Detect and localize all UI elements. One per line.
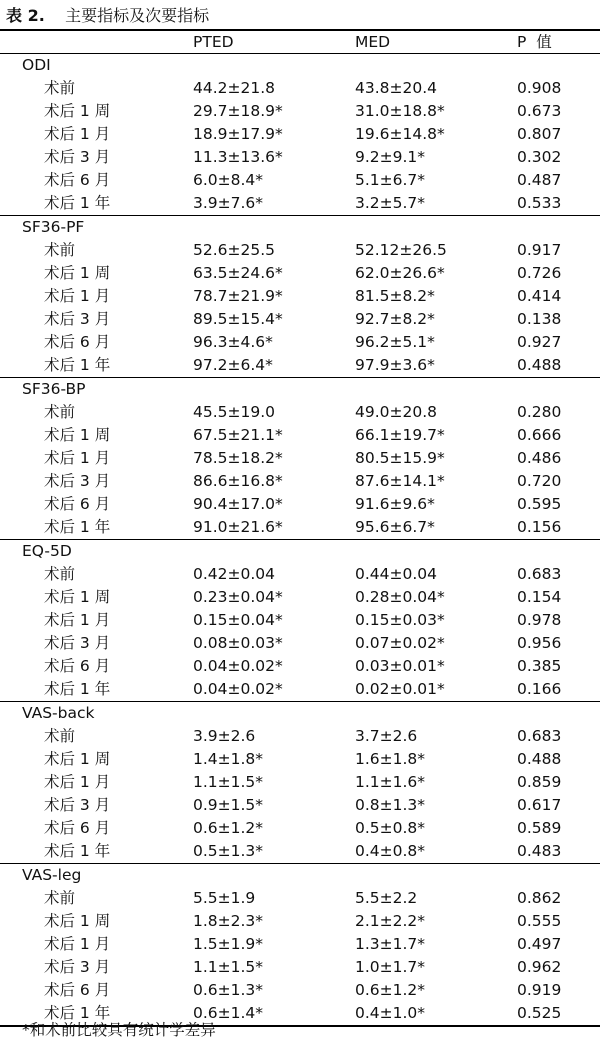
med-cell: 0.4±0.8* [355,842,426,860]
pted-cell: 1.8±2.3* [193,912,264,930]
med-cell: 9.2±9.1* [355,148,426,166]
table-row [0,817,600,840]
med-cell: 66.1±19.7* [355,426,445,444]
table-row [0,933,600,956]
table-row [0,192,600,215]
med-cell: 31.0±18.8* [355,102,445,120]
timepoint-cell: 术后 1 年 [44,194,111,212]
pted-cell: 18.9±17.9* [193,125,283,143]
table-body [0,54,600,1027]
section-header-row [0,864,600,887]
timepoint-cell: 术后 1 周 [44,912,111,930]
section-header-row [0,54,600,77]
table-row [0,100,600,123]
med-cell: 95.6±6.7* [355,518,435,536]
timepoint-cell: 术后 1 月 [44,773,111,791]
p-value-cell: 0.908 [517,79,562,97]
med-cell: 3.2±5.7* [355,194,426,212]
header-row [0,31,600,53]
table-row [0,979,600,1002]
med-cell: 87.6±14.1* [355,472,445,490]
p-value-cell: 0.617 [517,796,562,814]
table-row [0,956,600,979]
med-cell: 91.6±9.6* [355,495,435,513]
p-value-cell: 0.154 [517,588,562,606]
table-section [0,702,600,863]
pted-cell: 6.0±8.4* [193,171,264,189]
p-value-cell: 0.486 [517,449,562,467]
pted-cell: 78.5±18.2* [193,449,283,467]
timepoint-cell: 术后 3 月 [44,958,111,976]
table-row [0,401,600,424]
pted-cell: 91.0±21.6* [193,518,283,536]
p-value-cell: 0.555 [517,912,562,930]
med-cell: 92.7±8.2* [355,310,435,328]
table-section [0,54,600,215]
med-cell: 80.5±15.9* [355,449,445,467]
timepoint-cell: 术后 1 年 [44,1004,111,1022]
p-value-cell: 0.862 [517,889,562,907]
table-row [0,840,600,863]
pted-cell: 0.9±1.5* [193,796,264,814]
med-cell: 5.1±6.7* [355,171,426,189]
pted-cell: 5.5±1.9 [193,889,256,907]
timepoint-cell: 术后 1 周 [44,426,111,444]
med-cell: 19.6±14.8* [355,125,445,143]
table-row [0,748,600,771]
timepoint-cell: 术后 1 月 [44,935,111,953]
timepoint-cell: 术后 1 月 [44,287,111,305]
pted-cell: 0.42±0.04 [193,565,276,583]
p-value-cell: 0.138 [517,310,562,328]
timepoint-cell: 术后 1 月 [44,611,111,629]
table-row [0,678,600,701]
section-name: EQ-5D [22,542,72,560]
pted-cell: 52.6±25.5 [193,241,276,259]
pted-cell: 0.15±0.04* [193,611,283,629]
p-value-cell: 0.488 [517,356,562,374]
med-cell: 52.12±26.5 [355,241,447,259]
timepoint-cell: 术后 1 年 [44,842,111,860]
p-value-cell: 0.280 [517,403,562,421]
p-value-cell: 0.483 [517,842,562,860]
med-cell: 0.07±0.02* [355,634,445,652]
pted-cell: 78.7±21.9* [193,287,283,305]
table-row [0,331,600,354]
pted-cell: 0.6±1.2* [193,819,264,837]
table-row [0,470,600,493]
timepoint-cell: 术前 [44,241,76,259]
pted-cell: 1.1±1.5* [193,958,264,976]
results-table [0,29,600,1027]
med-cell: 0.5±0.8* [355,819,426,837]
p-value-cell: 0.156 [517,518,562,536]
table-row [0,493,600,516]
table-row [0,146,600,169]
pted-cell: 86.6±16.8* [193,472,283,490]
p-value-cell: 0.807 [517,125,562,143]
section-name: VAS-leg [22,866,82,884]
pted-cell: 90.4±17.0* [193,495,283,513]
section-name: SF36-PF [22,218,85,236]
med-cell: 1.6±1.8* [355,750,426,768]
timepoint-cell: 术后 1 年 [44,518,111,536]
table-row [0,632,600,655]
table-row [0,77,600,100]
table-section [0,864,600,1025]
pted-cell: 0.04±0.02* [193,657,283,675]
table-row [0,169,600,192]
p-value-cell: 0.978 [517,611,562,629]
timepoint-cell: 术后 1 月 [44,125,111,143]
pted-cell: 0.04±0.02* [193,680,283,698]
timepoint-cell: 术后 3 月 [44,148,111,166]
timepoint-cell: 术后 3 月 [44,310,111,328]
med-cell: 0.4±1.0* [355,1004,426,1022]
table-row [0,447,600,470]
table-row [0,354,600,377]
p-value-cell: 0.385 [517,657,562,675]
table-row [0,424,600,447]
p-value-cell: 0.683 [517,565,562,583]
med-cell: 3.7±2.6 [355,727,418,745]
table-row [0,910,600,933]
pted-cell: 1.5±1.9* [193,935,264,953]
pted-cell: 67.5±21.1* [193,426,283,444]
med-cell: 0.28±0.04* [355,588,445,606]
timepoint-cell: 术后 1 年 [44,680,111,698]
pted-cell: 0.6±1.4* [193,1004,264,1022]
section-name: SF36-BP [22,380,86,398]
section-header-row [0,540,600,563]
timepoint-cell: 术后 3 月 [44,634,111,652]
table-row [0,887,600,910]
table-caption [6,4,209,28]
med-cell: 0.44±0.04 [355,565,438,583]
timepoint-cell: 术后 1 年 [44,356,111,374]
section-header-row [0,702,600,725]
table-footnote: *和术前比较具有统计学差异 [22,1021,216,1039]
pted-cell: 97.2±6.4* [193,356,273,374]
pted-cell: 45.5±19.0 [193,403,276,421]
pted-cell: 0.08±0.03* [193,634,283,652]
table-row [0,794,600,817]
table-row [0,239,600,262]
p-value-cell: 0.962 [517,958,562,976]
med-cell: 62.0±26.6* [355,264,445,282]
med-cell: 97.9±3.6* [355,356,435,374]
timepoint-cell: 术后 6 月 [44,819,111,837]
pted-cell: 96.3±4.6* [193,333,273,351]
med-cell: 96.2±5.1* [355,333,435,351]
pted-cell: 0.5±1.3* [193,842,264,860]
med-cell: 0.15±0.03* [355,611,445,629]
p-value-cell: 0.166 [517,680,562,698]
p-value-cell: 0.917 [517,241,562,259]
pted-cell: 44.2±21.8 [193,79,276,97]
med-cell: 1.0±1.7* [355,958,426,976]
pted-cell: 89.5±15.4* [193,310,283,328]
timepoint-cell: 术后 1 周 [44,750,111,768]
timepoint-cell: 术前 [44,79,76,97]
pted-cell: 0.23±0.04* [193,588,283,606]
pted-cell: 1.1±1.5* [193,773,264,791]
med-cell: 81.5±8.2* [355,287,435,305]
pted-cell: 3.9±2.6 [193,727,256,745]
p-value-cell: 0.533 [517,194,562,212]
timepoint-cell: 术后 6 月 [44,657,111,675]
p-value-cell: 0.720 [517,472,562,490]
p-value-cell: 0.595 [517,495,562,513]
table-section [0,216,600,377]
timepoint-cell: 术后 6 月 [44,495,111,513]
p-value-cell: 0.589 [517,819,562,837]
column-header-p: P 值 [517,33,552,51]
pted-cell: 3.9±7.6* [193,194,264,212]
med-cell: 43.8±20.4 [355,79,438,97]
p-value-cell: 0.956 [517,634,562,652]
table-row [0,655,600,678]
table-row [0,725,600,748]
table-row [0,285,600,308]
timepoint-cell: 术后 6 月 [44,171,111,189]
timepoint-cell: 术前 [44,889,76,907]
p-value-cell: 0.673 [517,102,562,120]
pted-cell: 29.7±18.9* [193,102,283,120]
med-cell: 0.6±1.2* [355,981,426,999]
timepoint-cell: 术后 1 周 [44,102,111,120]
table-title: 主要指标及次要指标 [65,6,210,25]
p-value-cell: 0.666 [517,426,562,444]
section-name: ODI [22,56,51,74]
p-value-cell: 0.487 [517,171,562,189]
p-value-cell: 0.414 [517,287,562,305]
section-header-row [0,216,600,239]
timepoint-cell: 术后 1 周 [44,588,111,606]
timepoint-cell: 术后 6 月 [44,981,111,999]
table-row [0,586,600,609]
timepoint-cell: 术前 [44,727,76,745]
med-cell: 1.1±1.6* [355,773,426,791]
table-row [0,123,600,146]
p-value-cell: 0.488 [517,750,562,768]
med-cell: 2.1±2.2* [355,912,426,930]
p-value-cell: 0.497 [517,935,562,953]
pted-cell: 11.3±13.6* [193,148,283,166]
med-cell: 0.8±1.3* [355,796,426,814]
p-value-cell: 0.525 [517,1004,562,1022]
column-header-med: MED [355,33,391,51]
pted-cell: 0.6±1.3* [193,981,264,999]
table-section [0,540,600,701]
table-row [0,771,600,794]
table-number: 表 2. [6,6,45,25]
med-cell: 0.03±0.01* [355,657,445,675]
timepoint-cell: 术前 [44,403,76,421]
timepoint-cell: 术后 6 月 [44,333,111,351]
med-cell: 5.5±2.2 [355,889,418,907]
table-row [0,308,600,331]
p-value-cell: 0.859 [517,773,562,791]
med-cell: 49.0±20.8 [355,403,438,421]
timepoint-cell: 术后 1 月 [44,449,111,467]
p-value-cell: 0.927 [517,333,562,351]
p-value-cell: 0.919 [517,981,562,999]
table-section [0,378,600,539]
table-row [0,563,600,586]
section-name: VAS-back [22,704,95,722]
timepoint-cell: 术后 3 月 [44,796,111,814]
pted-cell: 63.5±24.6* [193,264,283,282]
timepoint-cell: 术前 [44,565,76,583]
table-row [0,262,600,285]
p-value-cell: 0.302 [517,148,562,166]
column-header-pted: PTED [193,33,234,51]
p-value-cell: 0.683 [517,727,562,745]
table-row [0,516,600,539]
med-cell: 0.02±0.01* [355,680,445,698]
med-cell: 1.3±1.7* [355,935,426,953]
timepoint-cell: 术后 1 周 [44,264,111,282]
section-header-row [0,378,600,401]
p-value-cell: 0.726 [517,264,562,282]
table-row [0,609,600,632]
timepoint-cell: 术后 3 月 [44,472,111,490]
pted-cell: 1.4±1.8* [193,750,264,768]
